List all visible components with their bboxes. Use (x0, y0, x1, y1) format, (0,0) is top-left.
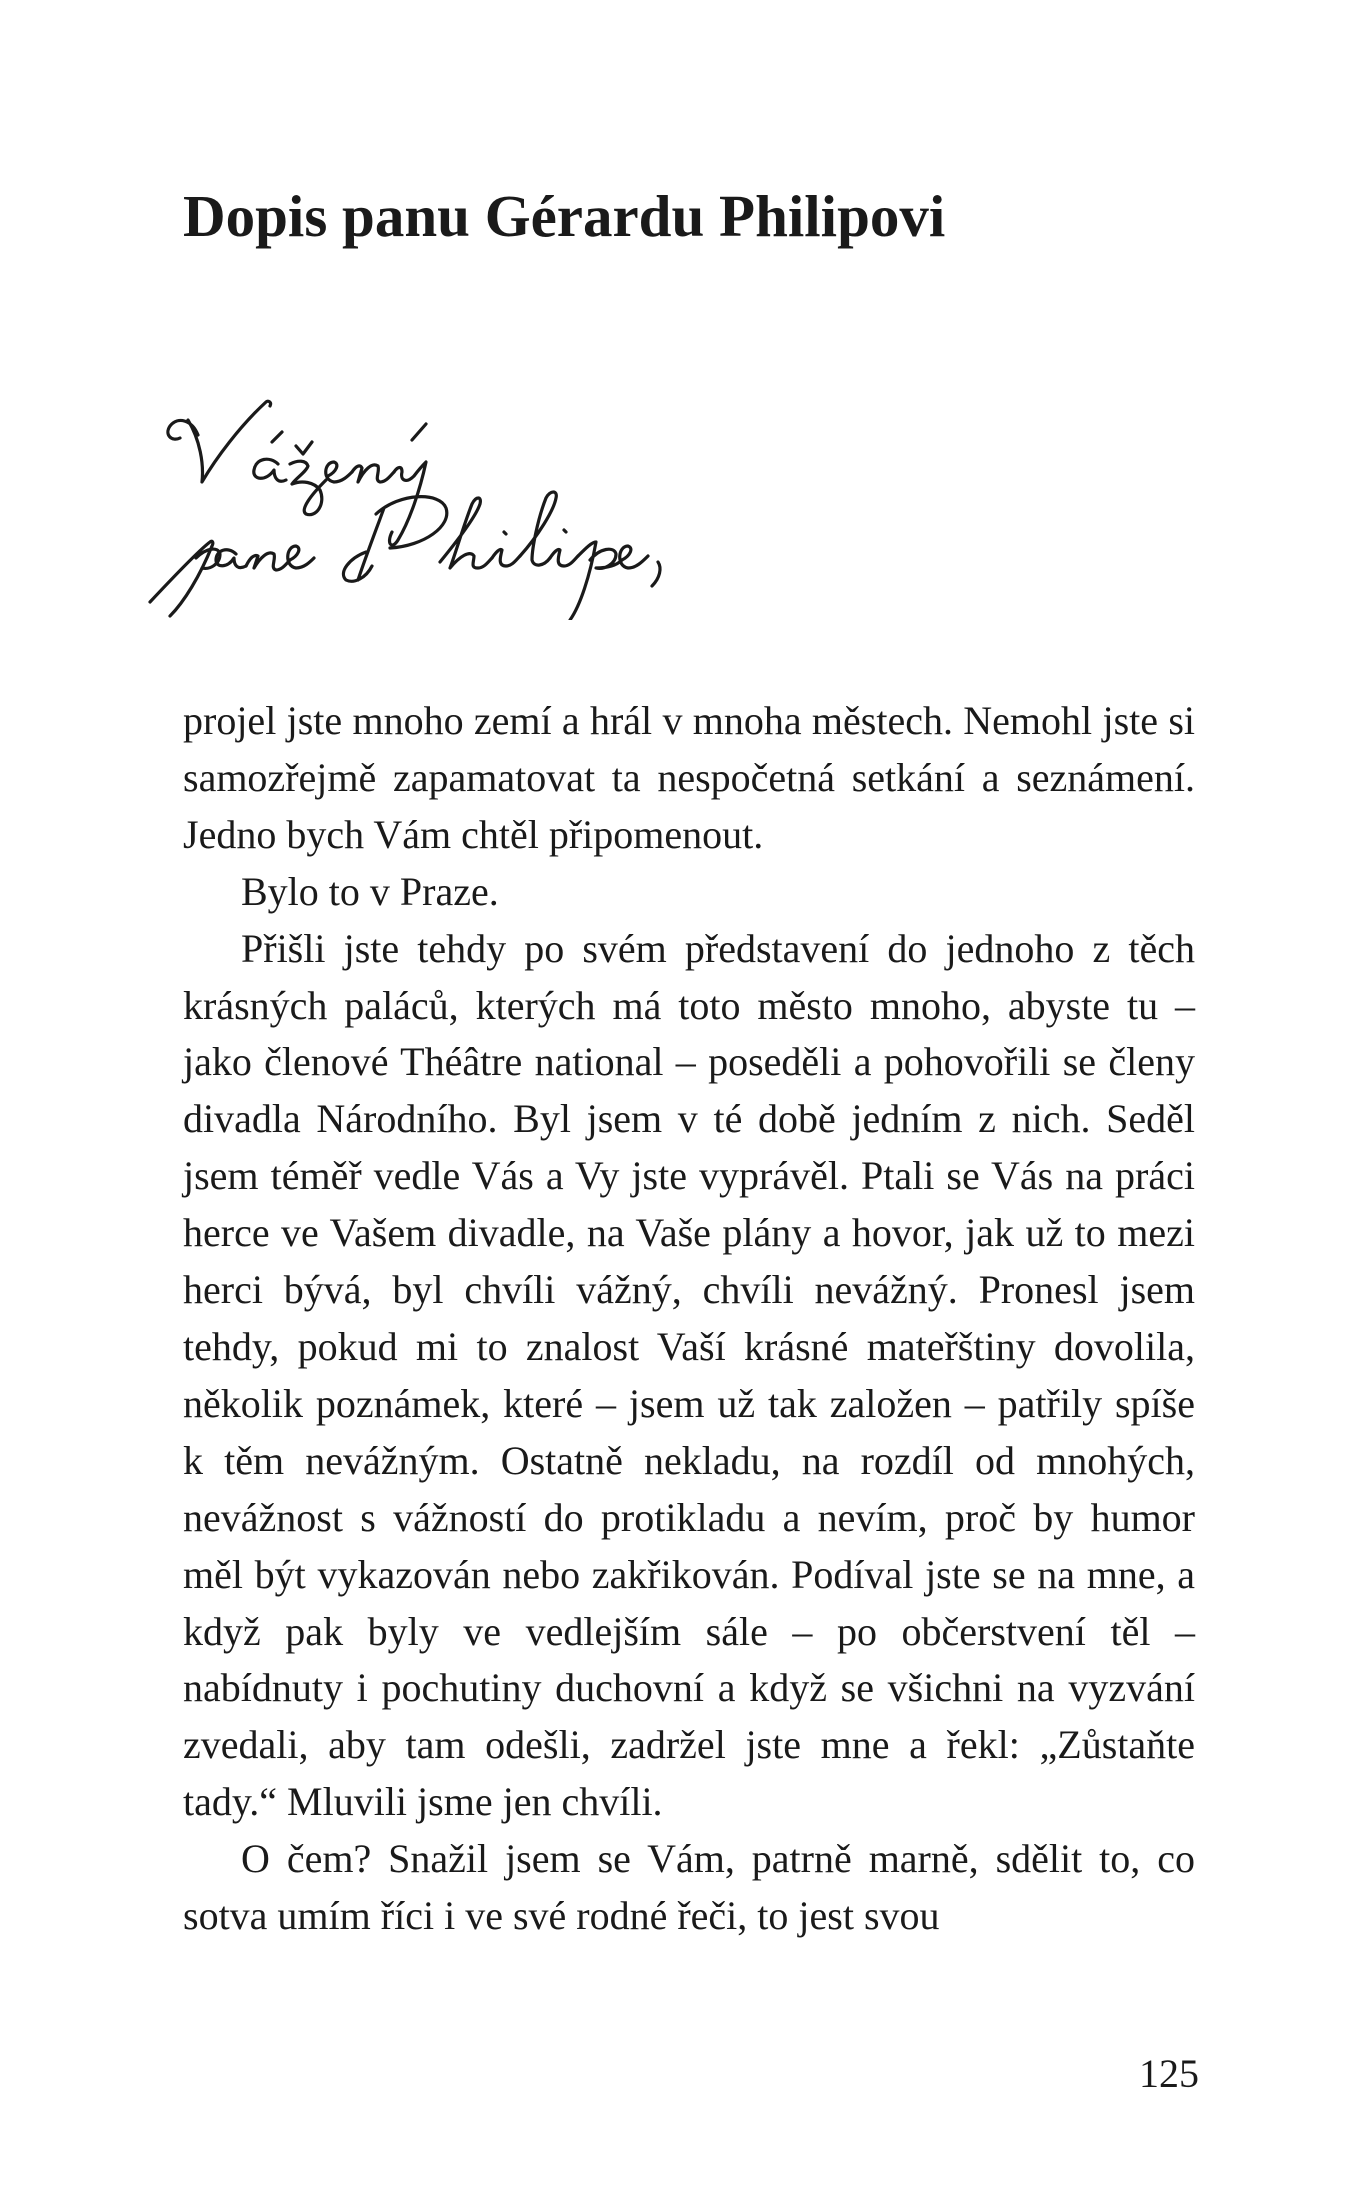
chapter-title: Dopis panu Gérardu Philipovi (183, 183, 946, 249)
paragraph: projel jste mnoho zemí a hrál v mnoha městech. Nemohl jste si samozřejmě zapamatovat ta nespočetná setkání a seznámení. Jedno bych Vám chtěl připomenout. (183, 698, 1195, 857)
paragraph: Přišli jste tehdy po svém představení do jednoho z těch krásných paláců, kterých má toto město mnoho, abyste tu – jako členové Théâtre national – poseděli a pohovořili se členy divadla Národního. Byl jsem v té době jedním z nich. Seděl jsem téměř vedle Vás a Vy jste vyprávěl. Ptali se Vás na práci herce ve Vašem divadle, na Vaše plány a hovor, jak už to mezi herci bývá, byl chvíli vážný, chvíli nevážný. Pronesl jsem tehdy, pokud mi to znalost Vaší krásné mateřštiny dovolila, několik poznámek, které – jsem už tak založen – patřily spíše k těm nevážným. Ostatně nekladu, na rozdíl od mnohých, nevážnost s vážností do protikladu a nevím, proč by humor měl být vykazován nebo zakřikován. Podíval jste se na mne, a když pak byly ve vedlejším sále – po občerstvení těl – nabídnuty i pochutiny duchovní a když se všichni na vyzvání zvedali, aby tam odešli, zadržel jste mne a řekl: „Zůstaňte tady.“ Mluvili jsme jen chvíli. (183, 925, 1195, 1825)
letter-body (183, 693, 1195, 1945)
handwritten-salutation (140, 380, 800, 620)
paragraph: Bylo to v Praze. (241, 868, 499, 914)
paragraph: O čem? Snažil jsem se Vám, patrně marně, sdělit to, co sotva umím říci i ve své rodné řeči, to jest svou (183, 1836, 1195, 1939)
page-number: 125 (1139, 2051, 1199, 2096)
